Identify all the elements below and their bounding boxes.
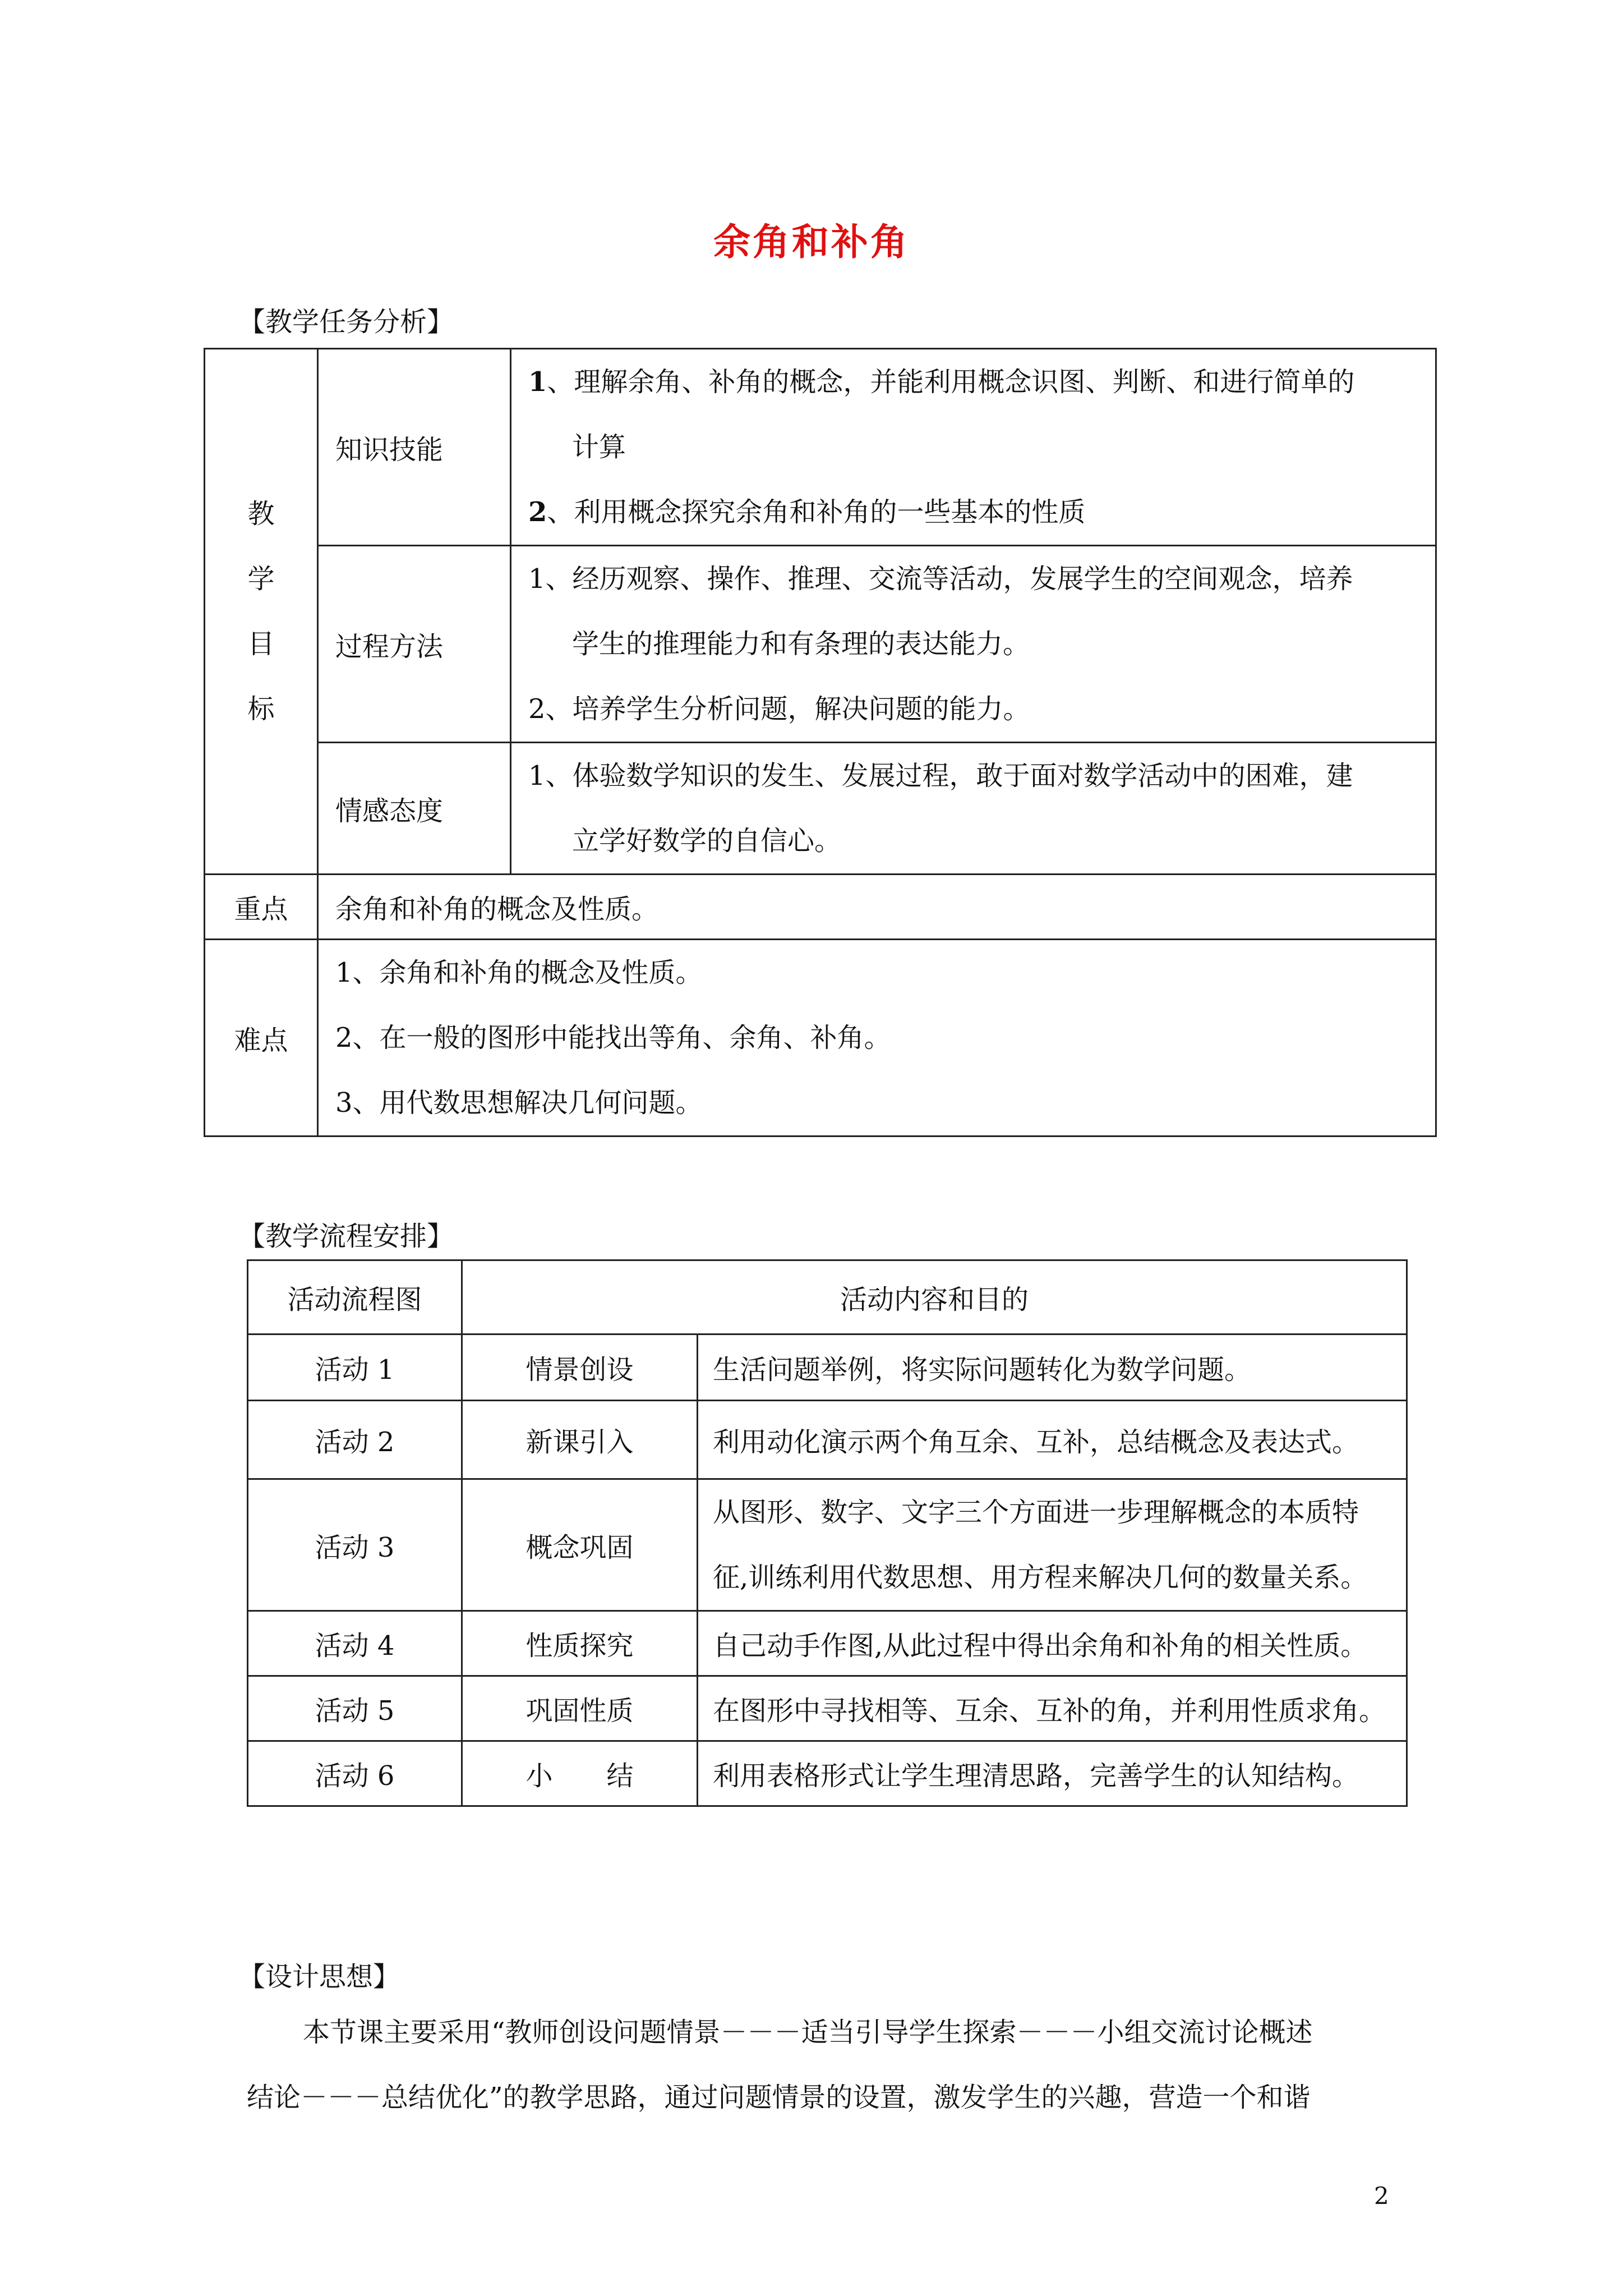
difficulty-item: 1、余角和补角的概念及性质。 — [335, 957, 703, 988]
design-heading: 【设计思想】 — [238, 1961, 400, 1993]
teaching-goals-table — [204, 348, 1437, 1137]
difficulty-item: 2、在一般的图形中能找出等角、余角、补角。 — [335, 1022, 891, 1053]
activity-content: 自己动手作图,从此过程中得出余角和补角的相关性质。 — [698, 1611, 1407, 1676]
goal-item-continuation: 学生的推理能力和有条理的表达能力。 — [572, 628, 1030, 660]
goal-label-char: 教 — [247, 498, 275, 530]
document-title: 余角和补角 — [713, 220, 910, 264]
activity-name: 新课引入 — [462, 1401, 698, 1479]
activity-content: 生活问题举例，将实际问题转化为数学问题。 — [698, 1335, 1407, 1401]
difficulty-content — [318, 940, 1436, 1137]
teaching-flow-table — [247, 1259, 1408, 1807]
goal-category-attitude: 情感态度 — [318, 743, 511, 875]
goal-label-cell — [205, 349, 318, 875]
difficulty-item: 3、用代数思想解决几何问题。 — [335, 1087, 703, 1119]
goal-knowledge-content — [511, 349, 1436, 546]
flow-header-content: 活动内容和目的 — [462, 1260, 1407, 1335]
key-point-label: 重点 — [205, 875, 318, 940]
goal-category-process: 过程方法 — [318, 546, 511, 743]
activity-number: 活动 2 — [248, 1401, 462, 1479]
activity-number: 活动 3 — [248, 1479, 462, 1611]
goal-label-char: 学 — [247, 563, 275, 595]
key-point-text: 余角和补角的概念及性质。 — [318, 875, 1436, 940]
activity-number: 活动 6 — [248, 1741, 462, 1806]
activity-number: 活动 1 — [248, 1335, 462, 1401]
goal-process-content — [511, 546, 1436, 743]
activity-name: 小 结 — [462, 1741, 698, 1806]
goal-item: 2、培养学生分析问题，解决问题的能力。 — [528, 693, 1030, 725]
activity-number: 活动 5 — [248, 1676, 462, 1741]
task-analysis-heading: 【教学任务分析】 — [238, 306, 454, 338]
activity-name: 情景创设 — [462, 1335, 698, 1401]
activity-content — [698, 1479, 1407, 1611]
goal-attitude-content — [511, 743, 1436, 875]
goal-item: 1、经历观察、操作、推理、交流等活动，发展学生的空间观念，培养 — [528, 563, 1353, 595]
page-number: 2 — [1374, 2182, 1389, 2210]
design-paragraph-line: 结论－－－总结优化”的教学思路，通过问题情景的设置，激发学生的兴趣，营造一个和谐 — [247, 2082, 1311, 2113]
activity-name: 性质探究 — [462, 1611, 698, 1676]
goal-label-char: 目 — [247, 628, 275, 660]
difficulty-label: 难点 — [205, 940, 318, 1137]
flow-heading: 【教学流程安排】 — [238, 1221, 454, 1252]
activity-content-line: 征,训练利用代数思想、用方程来解决几何的数量关系。 — [713, 1562, 1368, 1593]
goal-item-continuation: 立学好数学的自信心。 — [572, 825, 842, 857]
flow-header-chart: 活动流程图 — [248, 1260, 462, 1335]
design-paragraph-line: 本节课主要采用“教师创设问题情景－－－适当引导学生探索－－－小组交流讨论概述 — [303, 2017, 1313, 2048]
goal-item: 2、利用概念探究余角和补角的一些基本的性质 — [528, 496, 1086, 528]
activity-name: 概念巩固 — [462, 1479, 698, 1611]
activity-number: 活动 4 — [248, 1611, 462, 1676]
activity-content: 利用动化演示两个角互余、互补，总结概念及表达式。 — [698, 1401, 1407, 1479]
goal-item-continuation: 计算 — [572, 431, 626, 463]
goal-item: 1、理解余角、补角的概念，并能利用概念识图、判断、和进行简单的 — [528, 366, 1355, 398]
goal-label-char: 标 — [247, 693, 275, 725]
activity-content: 利用表格形式让学生理清思路，完善学生的认知结构。 — [698, 1741, 1407, 1806]
activity-content: 在图形中寻找相等、互余、互补的角，并利用性质求角。 — [698, 1676, 1407, 1741]
activity-name: 巩固性质 — [462, 1676, 698, 1741]
goal-item: 1、体验数学知识的发生、发展过程，敢于面对数学活动中的困难，建 — [528, 760, 1353, 792]
goal-category-knowledge: 知识技能 — [318, 349, 511, 546]
activity-content-line: 从图形、数字、文字三个方面进一步理解概念的本质特 — [713, 1497, 1359, 1528]
